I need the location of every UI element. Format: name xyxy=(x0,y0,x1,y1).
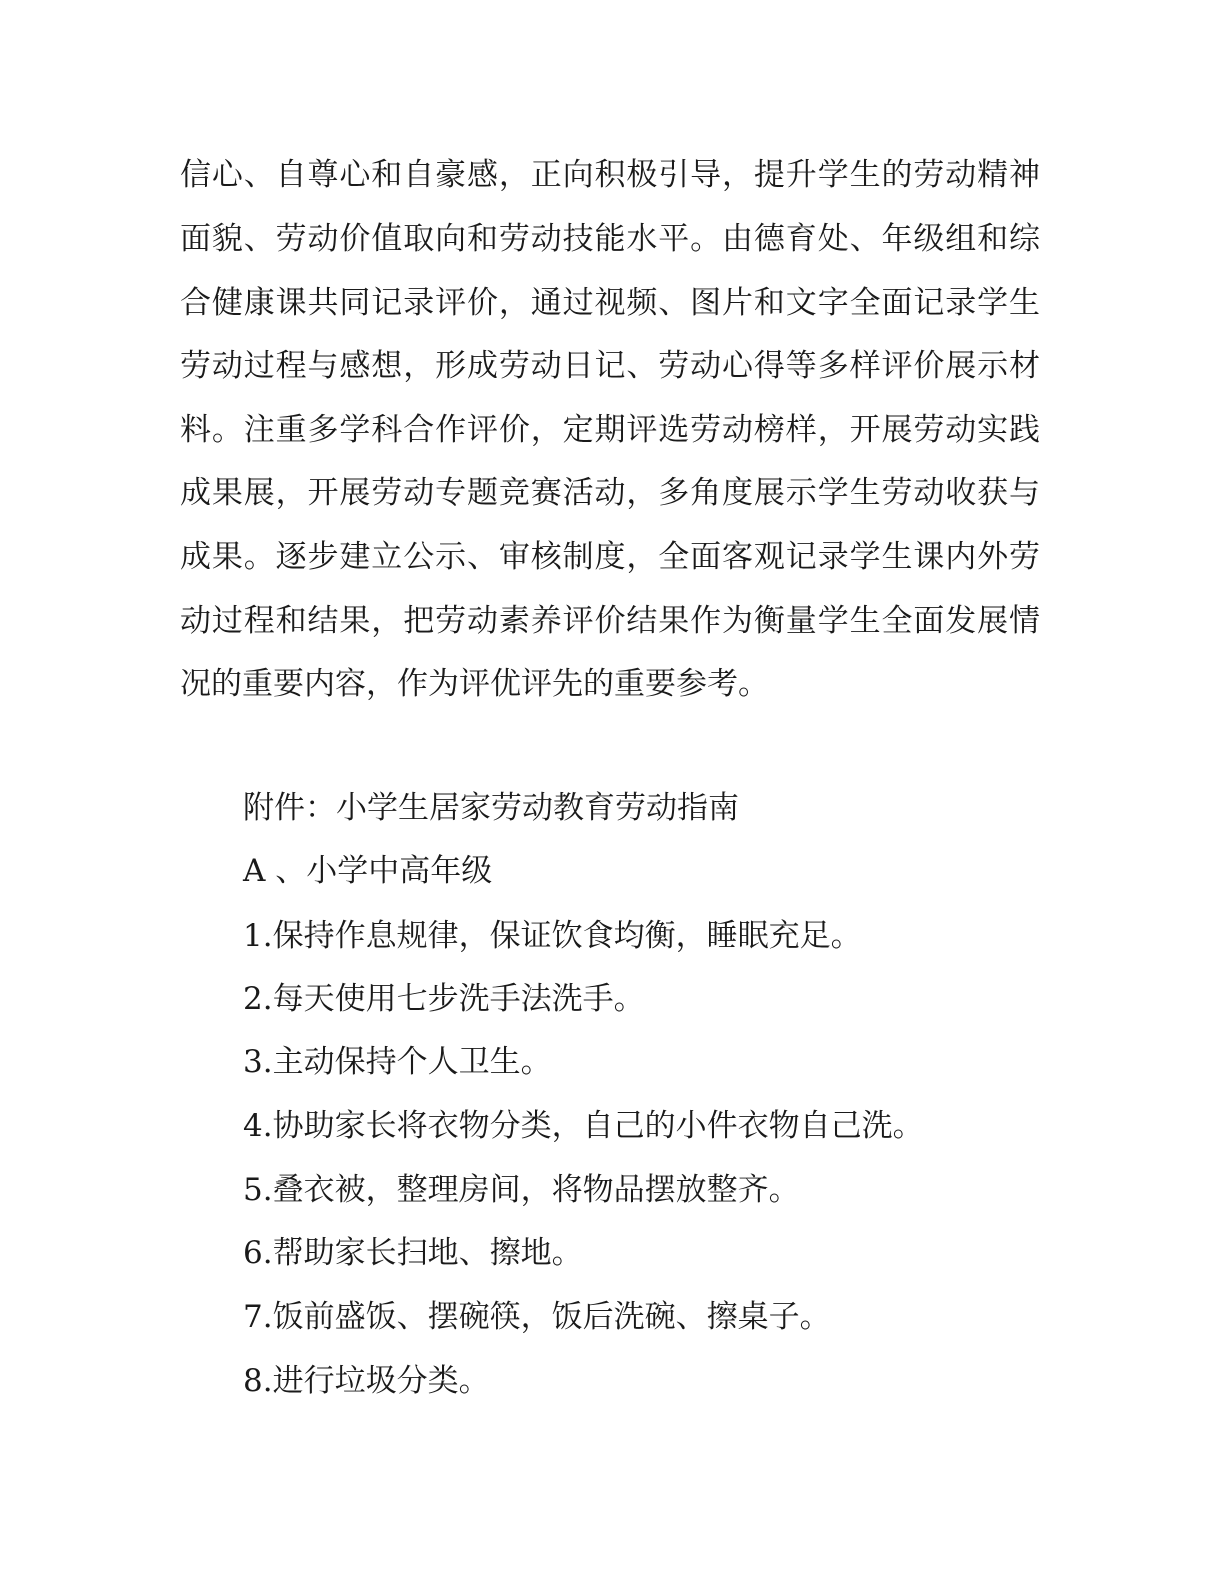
list-item: 5.叠衣被，整理房间，将物品摆放整齐。 xyxy=(243,1172,800,1208)
list-item: 2.每天使用七步洗手法洗手。 xyxy=(243,981,645,1017)
list-item: 8.进行垃圾分类。 xyxy=(243,1363,490,1399)
list-item: 7.饭前盛饭、摆碗筷，饭后洗碗、擦桌子。 xyxy=(243,1299,831,1335)
paragraph-line: 合健康课共同记录评价，通过视频、图片和文字全面记录学生 xyxy=(180,285,1040,321)
list-item: 4.协助家长将衣物分类，自己的小件衣物自己洗。 xyxy=(243,1108,924,1144)
paragraph-line: 劳动过程与感想，形成劳动日记、劳动心得等多样评价展示材 xyxy=(180,348,1040,384)
list-item: 3.主动保持个人卫生。 xyxy=(243,1044,552,1080)
paragraph-line: 信心、自尊心和自豪感，正向积极引导，提升学生的劳动精神 xyxy=(180,157,1040,193)
paragraph-line: 成果展，开展劳动专题竞赛活动，多角度展示学生劳动收获与 xyxy=(180,475,1040,511)
paragraph-line: 动过程和结果，把劳动素养评价结果作为衡量学生全面发展情 xyxy=(180,603,1040,639)
paragraph-line: 况的重要内容，作为评优评先的重要参考。 xyxy=(180,666,769,702)
paragraph-line: 料。注重多学科合作评价，定期评选劳动榜样，开展劳动实践 xyxy=(180,412,1040,448)
section-heading: A 、小学中高年级 xyxy=(243,853,493,889)
list-item: 1.保持作息规律，保证饮食均衡，睡眠充足。 xyxy=(243,918,862,954)
paragraph-line: 面貌、劳动价值取向和劳动技能水平。由德育处、年级组和综 xyxy=(180,221,1040,257)
list-item: 6.帮助家长扫地、擦地。 xyxy=(243,1235,583,1271)
appendix-title: 附件：小学生居家劳动教育劳动指南 xyxy=(243,790,739,826)
paragraph-line: 成果。逐步建立公示、审核制度，全面客观记录学生课内外劳 xyxy=(180,539,1040,575)
